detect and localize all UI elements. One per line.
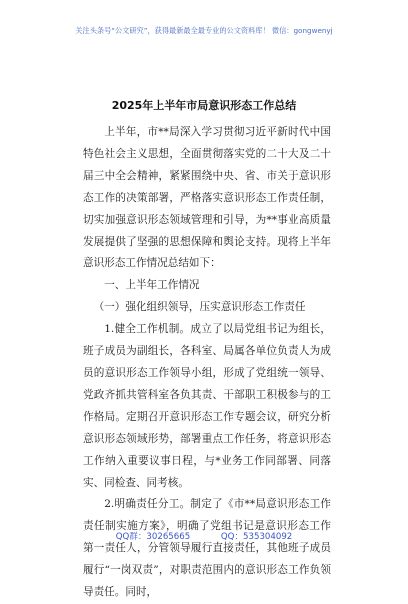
document-title: 2025年上半年市局意识形态工作总结	[111, 99, 297, 112]
subsection-heading: （一）强化组织领导，压实意识形态工作责任	[93, 301, 306, 314]
footer-contact	[0, 530, 408, 542]
body-paragraph-responsibility: 2.明确责任分工。制定了《市**局意识形态工作责任制实施方案》，明确了党组书记是意识形态工作第一责任人，分管领导履行直接责任，其他班子成员履行“一岗双责”，对职责范围内的意识形态工作负领导责任。同时，	[83, 498, 331, 599]
qq-number: QQ：535304092	[220, 532, 293, 542]
promo-banner: 关注头条号“公文研究”，获得最新最全最专业的公文资料库！ 微信：gongwenyj	[75, 26, 333, 35]
section-heading: 一、上半年工作情况	[104, 279, 200, 292]
body-paragraph-mechanism: 1.健全工作机制。成立了以局党组书记为组长，班子成员为副组长，各科室、局属各单位负责人为成员的意识形态工作领导小组，形成了党组统一领导、党政齐抓共管科室各负其责、干部职工积极参与的工作格局。定期召开意识形态工作专题会议，研究分析意识形态领域形势，部署重点工作任务，将意识形态工作纳入重要议事日程，与*业务工作同部署、同落实、同检查、同考核。	[83, 323, 331, 489]
intro-paragraph: 上半年，市**局深入学习贯彻习近平新时代中国特色社会主义思想，全面贯彻落实党的二十大及二十届三中全会精神，紧紧围绕中央、省、市关于意识形态工作的决策部署，严格落实意识形态工作责任制，切实加强意识形态领域管理和引导，为**事业高质量发展提供了坚强的思想保障和舆论支持。现将上半年意识形态工作情况总结如下：	[83, 126, 331, 270]
qq-group-number: QQ群：30265665	[115, 532, 191, 542]
